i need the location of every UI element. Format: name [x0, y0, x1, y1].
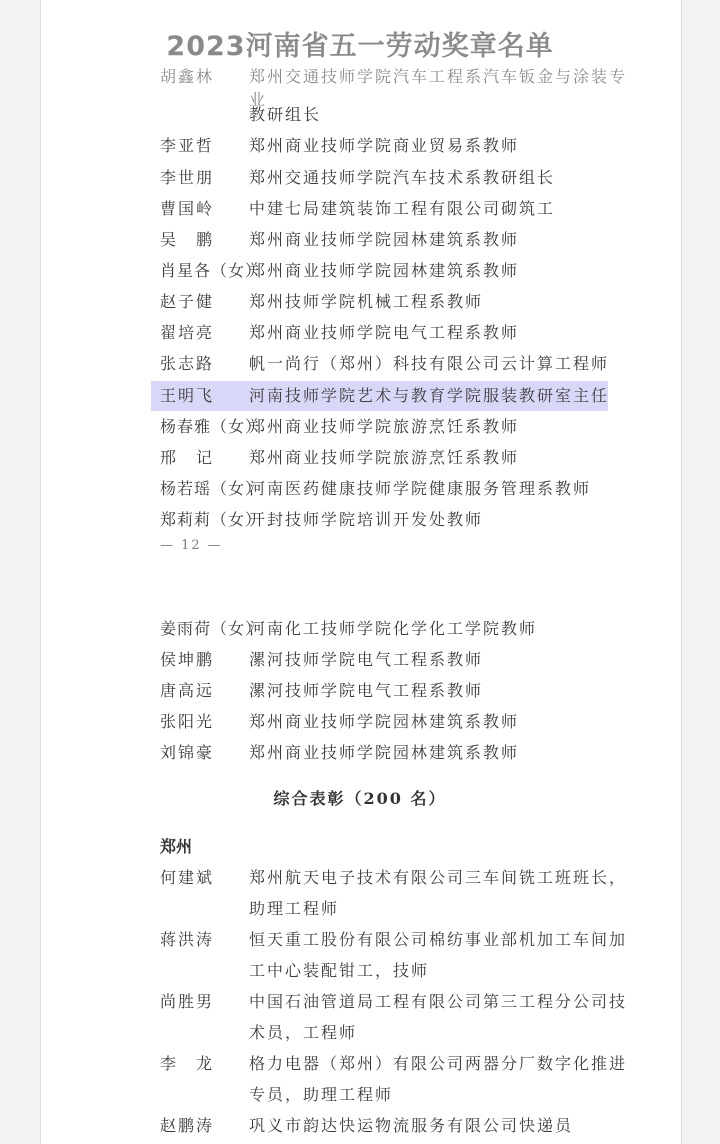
cut-off-name: 胡鑫林 — [160, 67, 215, 86]
section-heading: 综合表彰（200 名） — [273, 789, 447, 808]
region-heading: 郑州 — [160, 837, 193, 856]
page-title: 2023河南省五一劳动奖章名单 — [166, 31, 554, 62]
page-number: — 12 — — [160, 538, 223, 553]
cut-off-line — [160, 67, 630, 109]
cut-off-desc: 郑州交通技师学院汽车工程系汽车钣金与涂装专业 — [249, 67, 628, 109]
